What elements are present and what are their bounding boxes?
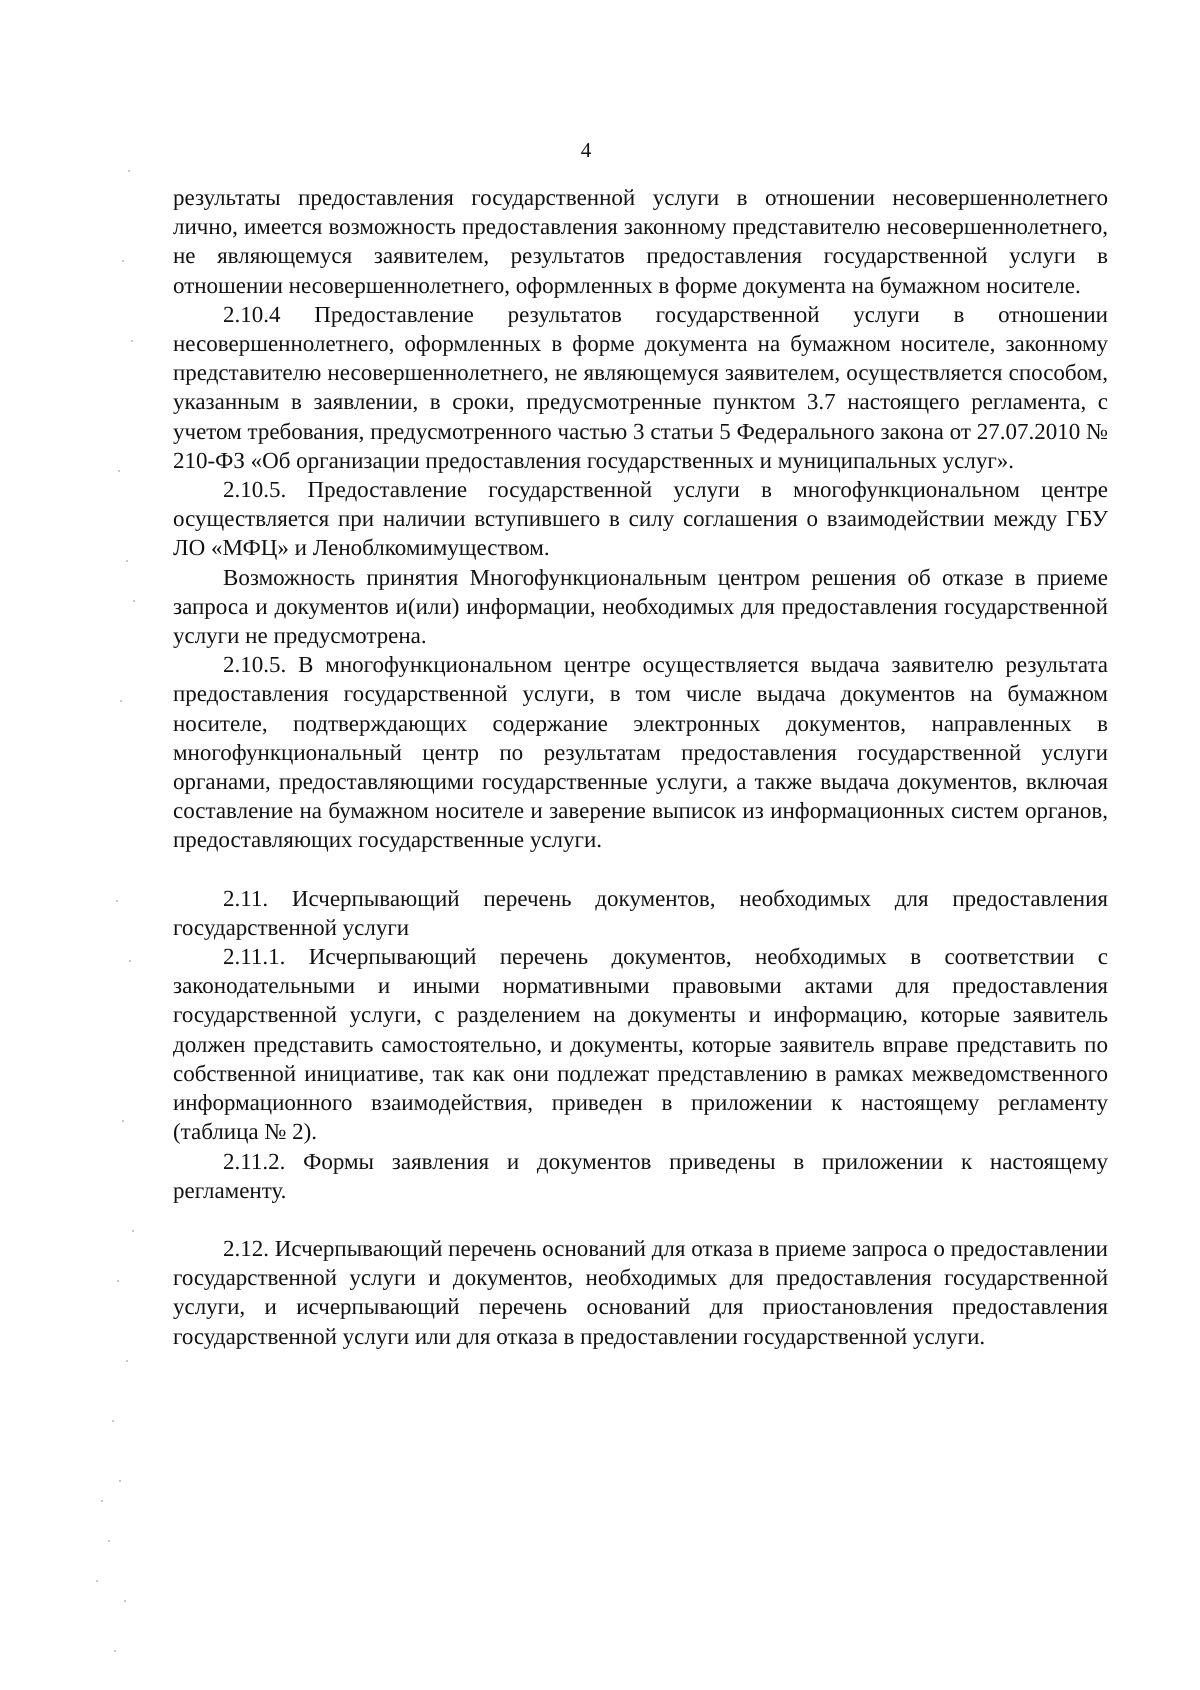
section-heading-2-11: 2.11. Исчерпывающий перечень документов, необходимых для предоставления государственной услуги: [173, 885, 1108, 940]
scan-speckle: [119, 1480, 121, 1482]
section-heading-2-12: 2.12. Исчерпывающий перечень оснований для отказа в приеме запроса о предоставлении государственной услуги и документов, необходимых для предоставления государственной услуги, и исчерпывающий перечень оснований для приостановления предоставления государственной услуги или для отказа в предоставлении государственной услуги.: [173, 1235, 1108, 1349]
scan-speckle: [118, 470, 120, 472]
paragraph-continuation: результаты предоставления государственной услуги в отношении несовершеннолетнего лично, имеется возможность предоставления законному представителю несовершеннолетнего, не являющемуся заявителем, результатов предоставления государственной услуги в отношении несовершеннолетнего, оформленных в форме документа на бумажном носителе.: [173, 185, 1108, 298]
scan-speckle: [108, 1540, 110, 1542]
scan-speckle: [124, 1600, 126, 1602]
paragraph-2-10-5-mfc-agreement: 2.10.5. Предоставление государственной услуги в многофункциональном центре осуществляется при наличии вступившего в силу соглашения о взаимодействии между ГБУ ЛО «МФЦ» и Леноблкомимуществом.: [173, 477, 1108, 561]
paragraph-2-10-4: 2.10.4 Предоставление результатов государственной услуги в отношении несовершеннолетнего, оформленных в форме документа на бумажном носителе, законному представителю несовершеннолетнего, не являющемуся заявителем, осуществляется способом, указанным в заявлении, в сроки, предусмотренные пунктом 3.7 настоящего регламента, с учетом требования, предусмотренного частью 3 статьи 5 Федерального закона от 27.07.2010 № 210-ФЗ «Об организации предоставления государственных и муниципальных услуг».: [173, 301, 1108, 473]
scan-speckle: [117, 1280, 119, 1282]
scan-speckle: [131, 340, 133, 342]
paragraph-2-10-5-mfc-issuance: 2.10.5. В многофункциональном центре осуществляется выдача заявителю результата предоставления государственной услуги, в том числе выдача документов на бумажном носителе, подтверждающих содержание электронных документов, направленных в многофункциональный центр по результатам предоставления государственной услуги органами, предоставляющими государственные услуги, а также выдача документов, включая составление на бумажном носителе и заверение выписок из информационных систем органов, предоставляющих государственные услуги.: [173, 652, 1108, 853]
paragraph-gap: [173, 1205, 1108, 1234]
paragraph-2-11-1: 2.11.1. Исчерпывающий перечень документов, необходимых в соответствии с законодательными и иными нормативными правовыми актами для предоставления государственной услуги, с разделением на документы и информацию, которые заявитель должен представить самостоятельно, и документы, которые заявитель вправе представить по собственной инициативе, так как они подлежат представлению в рамках межведомственного информационного взаимодействия, приведен в приложении к настоящему регламенту (таблица № 2).: [173, 944, 1108, 1145]
scan-speckle: [120, 700, 122, 702]
document-body: [173, 183, 1108, 1351]
scan-speckle: [126, 560, 128, 562]
paragraph-mfc-refusal: Возможность принятия Многофункциональным центром решения об отказе в приеме запроса и документов и(или) информации, необходимых для предоставления государственной услуги не предусмотрена.: [173, 564, 1108, 649]
scan-speckle: [126, 1360, 128, 1362]
scan-speckle: [132, 1230, 134, 1232]
scan-speckle: [114, 1650, 116, 1652]
scan-speckle: [128, 170, 130, 172]
scan-speckle: [96, 1580, 98, 1582]
paragraph-2-11-2: 2.11.2. Формы заявления и документов приведены в приложении к настоящему регламенту.: [173, 1148, 1108, 1203]
scan-speckle: [129, 960, 131, 962]
scan-speckle: [133, 600, 135, 602]
scan-speckle: [112, 1420, 114, 1422]
page-number: 4: [580, 138, 592, 162]
scan-speckle: [122, 260, 124, 262]
paragraph-gap: [173, 855, 1108, 884]
scan-speckle: [116, 900, 118, 902]
scan-speckle: [101, 1500, 103, 1502]
scan-speckle: [122, 1120, 124, 1122]
